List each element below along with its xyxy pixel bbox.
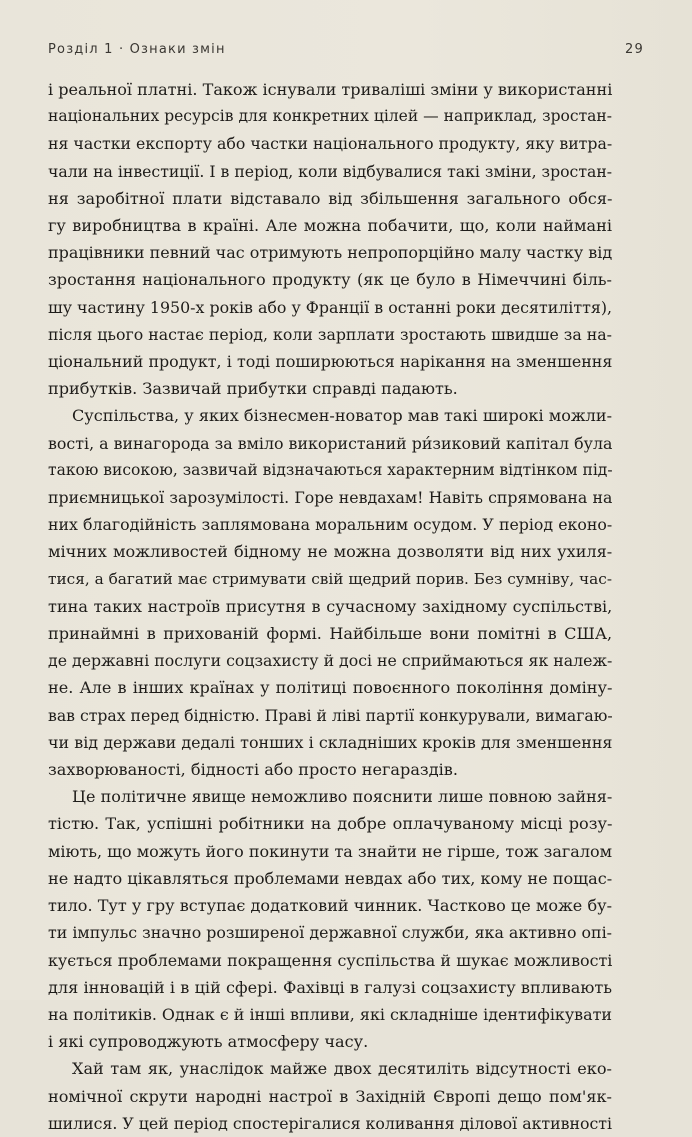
text-line: тися, а багатий має стримувати свій щедрий порив. Без сумніву, час- bbox=[48, 569, 612, 588]
text-line: Суспільства, у яких бізнесмен-новатор мав такі широкі можли- bbox=[72, 406, 612, 426]
text-line: них благодійність заплямована моральним осудом. У період еконо- bbox=[48, 515, 613, 535]
running-head bbox=[48, 42, 644, 57]
text-line: для інновацій і в цій сфері. Фахівці в галузі соцзахисту впливають bbox=[48, 977, 612, 997]
text-line: чи від держави дедалі тонших і складніших кроків для зменшення bbox=[48, 732, 613, 752]
text-line: тістю. Так, успішні робітники на добре оплачуваному місці розу- bbox=[48, 814, 613, 834]
text-line: ня частки експорту або частки національного продукту, яку витра- bbox=[48, 134, 613, 154]
text-line: тина таких настроїв присутня в сучасному західному суспільстві, bbox=[48, 596, 613, 616]
text-line: принаймні в прихованій формі. Найбільше вони помітні в США, bbox=[48, 624, 613, 644]
text-line: і які супроводжують атмосферу часу. bbox=[48, 1032, 369, 1052]
text-line: де державні послуги соцзахисту й досі не сприймаються як належ- bbox=[48, 651, 613, 671]
text-line: кується проблемами покращення суспільства й шукає можливості bbox=[48, 950, 613, 970]
text-line: після цього настає період, коли зарплати зростають швидше за на- bbox=[48, 324, 612, 344]
text-line: такою високою, зазвичай відзначаються характерним відтінком під- bbox=[48, 460, 613, 479]
text-line: і реальної платні. Також існували триваліші зміни у використанні bbox=[48, 80, 613, 99]
text-line: зростання національного продукту (як це було в Німеччині біль- bbox=[48, 270, 612, 290]
text-line: не надто цікавляться проблемами невдах або тих, кому не пощас- bbox=[48, 868, 613, 888]
text-line: прибутків. Зазвичай прибутки справді падають. bbox=[48, 379, 458, 399]
text-line: приємницької зарозумілості. Горе невдахам! Навіть спрямована на bbox=[48, 488, 613, 508]
text-line: гу виробництва в країні. Але можна побачити, що, коли наймані bbox=[48, 216, 612, 236]
text-line: ціональний продукт, і тоді поширюються нарікання на зменшення bbox=[48, 352, 613, 372]
text-line: тило. Тут у гру вступає додатковий чинник. Частково це може бу- bbox=[48, 896, 612, 916]
paragraph-2 bbox=[48, 402, 612, 783]
paragraph-4 bbox=[48, 1055, 612, 1137]
text-line: шилися. У цей період спостерігалися коливання ділової активності bbox=[48, 1113, 613, 1133]
running-title: Розділ 1 · Ознаки змін bbox=[48, 42, 226, 57]
text-line: вав страх перед бідністю. Праві й ліві партії конкурували, вимагаю- bbox=[48, 705, 613, 725]
text-line: ти імпульс значно розширеної державної служби, яка активно опі- bbox=[48, 923, 612, 943]
text-line: працівники певний час отримують непропорційно малу частку від bbox=[48, 243, 613, 263]
text-line: вості, а винагорода за вміло використаний ри́зиковий капітал була bbox=[48, 433, 613, 453]
paragraph-3 bbox=[48, 783, 612, 1055]
text-line: міють, що можуть його покинути та знайти не гірше, тож загалом bbox=[48, 841, 613, 861]
body-text bbox=[48, 76, 612, 1137]
text-line: Це політичне явище неможливо пояснити лише повною зайня- bbox=[72, 787, 613, 807]
text-line: національних ресурсів для конкретних цілей — наприклад, зростан- bbox=[48, 107, 612, 126]
text-line: номічної скрути народні настрої в Західній Європі дещо пом'як- bbox=[48, 1086, 612, 1106]
text-line: мічних можливостей бідному не можна дозволяти від них ухиля- bbox=[48, 542, 613, 562]
paragraph-1 bbox=[48, 76, 612, 402]
text-line: чали на інвестиції. І в період, коли відбувалися такі зміни, зростан- bbox=[48, 161, 613, 181]
text-line: на політиків. Однак є й інші впливи, які складніше ідентифікувати bbox=[48, 1004, 612, 1024]
text-line: шу частину 1950-х років або у Франції в останні роки десятиліття), bbox=[48, 297, 613, 317]
text-line: захворюваності, бідності або просто негараздів. bbox=[48, 760, 458, 780]
text-line: Хай там як, унаслідок майже двох десятиліть відсутності еко- bbox=[72, 1059, 612, 1079]
text-line: не. Але в інших країнах у політиці повоєнного покоління доміну- bbox=[48, 678, 613, 698]
text-line: ня заробітної плати відставало від збільшення загального обся- bbox=[48, 188, 613, 208]
page-number: 29 bbox=[625, 42, 644, 57]
